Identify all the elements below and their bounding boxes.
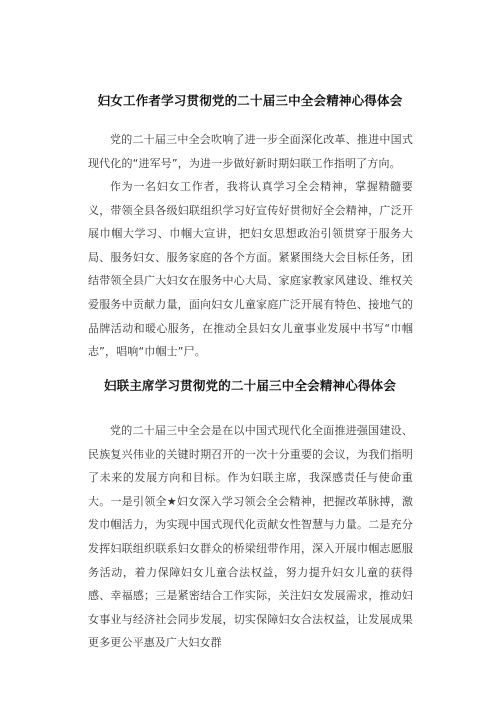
article-1-paragraph-1: 党的二十届三中全会吹响了进一步全面深化改革、推进中国式现代化的“进军号”，为进一步做好新时期妇联工作指明了方向。 <box>88 133 413 170</box>
article-title-2: 妇联主席学习贯彻党的二十届三中全会精神心得体会 <box>103 378 397 393</box>
article-2-paragraph-1: 党的二十届三中全会是在以中国式现代化全面推进强国建设、民族复兴伟业的关键时期召开的一次十分重要的会议，为我们指明了未来的发展方向和目标。作为妇联主席，我深感责任与使命重大。一是引领全★妇女深入学习领会全会精神，把握改革脉搏，激发巾帼活力，为实现中国式现代化贡献女性智慧与力量。二是充分发挥妇联组织联系妇女群众的桥梁纽带作用，深入开展巾帼志愿服务活动，着力保障妇女儿童合法权益，努力提升妇女儿童的获得感、幸福感；三是紧密结合工作实际，关注妇女发展需求，推动妇女事业与经济社会同步发展，切实保障妇女合法权益，让发展成果更多更公平惠及广大妇女群 <box>88 424 413 650</box>
article-1-paragraph-2: 作为一名妇女工作者，我将认真学习全会精神，掌握精髓要义，带领全县各级妇联组织学习好宣传好贯彻好全会精神，广泛开展巾帼大学习、巾帼大宣讲，把妇女思想政治引领贯穿于服务大局、服务妇女、服务家庭的各个方面。紧紧围绕大会目标任务，团结带领全县广大妇女在服务中心大局、家庭家教家风建设、维权关爱服务中贡献力量，面向妇女儿童家庭广泛开展有特色、接地气的品牌活动和暖心服务，在推动全县妇女儿童事业发展中书写“巾帼志”，唱响“巾帼士”尸。 <box>88 180 413 359</box>
article-title-1: 妇女工作者学习贯彻党的二十届三中全会精神心得体会 <box>97 93 403 108</box>
